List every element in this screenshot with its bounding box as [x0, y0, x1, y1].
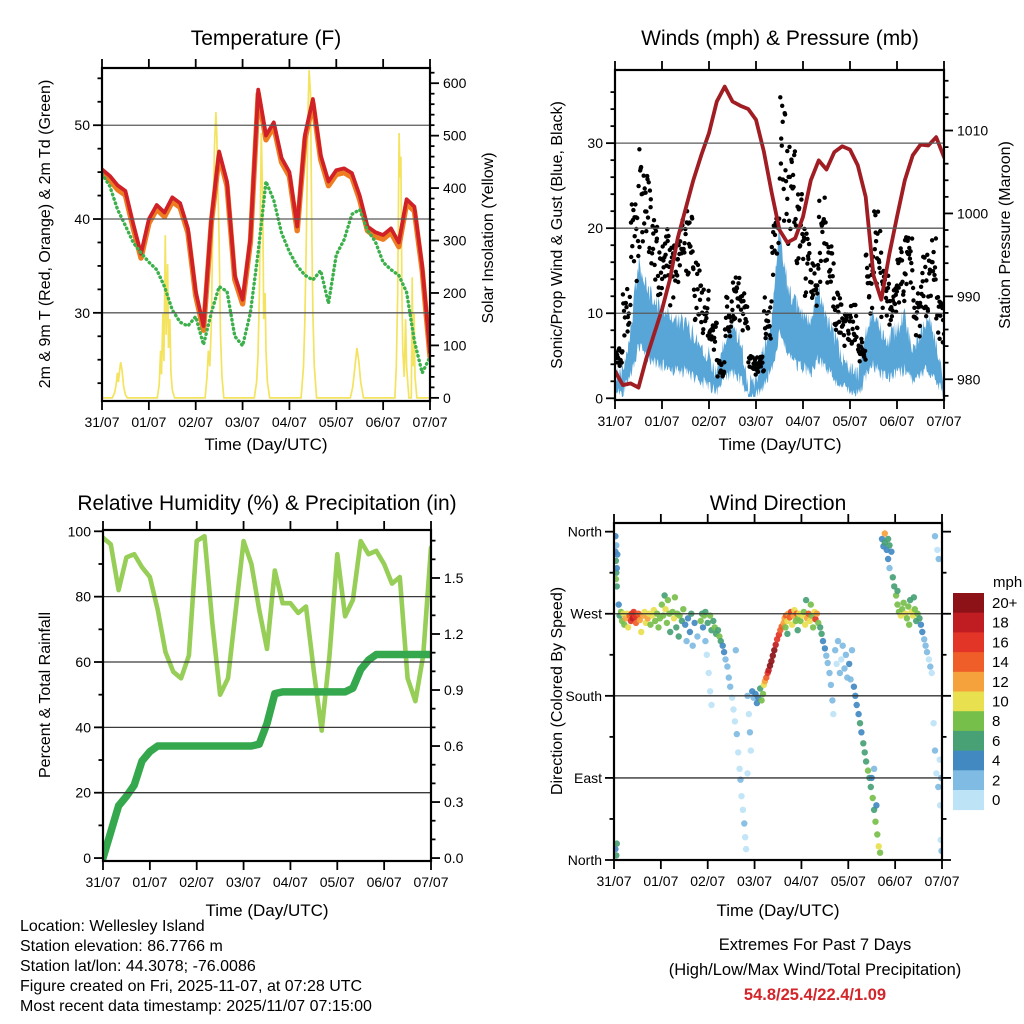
rh-plot-area — [68, 521, 464, 890]
svg-text:30: 30 — [74, 304, 90, 321]
panel-title-temperature: Temperature (F) — [190, 27, 342, 50]
svg-text:06/07: 06/07 — [365, 414, 401, 430]
svg-text:0.6: 0.6 — [444, 738, 464, 755]
svg-text:0: 0 — [83, 850, 91, 867]
temperature-left-axis-label: 2m & 9m T (Red, Orange) & 2m Td (Green) — [37, 79, 54, 389]
svg-text:31/07: 31/07 — [84, 414, 120, 430]
svg-text:0.0: 0.0 — [444, 850, 464, 867]
svg-text:01/07: 01/07 — [643, 873, 679, 889]
svg-text:North: North — [567, 852, 602, 868]
svg-text:03/07: 03/07 — [225, 414, 261, 430]
svg-text:31/07: 31/07 — [85, 874, 121, 890]
extremes-title: Extremes For Past 7 Days — [718, 936, 912, 954]
extremes-subtitle: (High/Low/Max Wind/Total Precipitation) — [668, 961, 962, 979]
svg-text:0: 0 — [595, 390, 603, 407]
footer-location: Location: Wellesley Island — [20, 918, 205, 935]
svg-text:20: 20 — [75, 784, 91, 801]
svg-text:31/07: 31/07 — [597, 413, 633, 429]
extremes-block — [615, 933, 1015, 1008]
svg-text:07/07: 07/07 — [412, 414, 448, 430]
panel-rh-precip — [37, 492, 464, 920]
svg-text:07/07: 07/07 — [413, 874, 449, 890]
svg-text:600: 600 — [443, 75, 467, 92]
svg-text:05/07: 05/07 — [830, 873, 866, 889]
svg-text:300: 300 — [443, 232, 467, 249]
winds-left-axis-label: Sonic/Prop Wind & Gust (Blue, Black) — [549, 101, 566, 369]
svg-text:20+: 20+ — [992, 595, 1018, 612]
svg-text:20: 20 — [587, 220, 603, 237]
speed-colorbar — [953, 593, 1018, 810]
svg-text:500: 500 — [443, 127, 467, 144]
station-info-footer — [20, 917, 372, 1017]
svg-text:1.2: 1.2 — [444, 626, 464, 643]
svg-text:01/07: 01/07 — [132, 874, 168, 890]
svg-text:0.3: 0.3 — [444, 794, 464, 811]
svg-text:03/07: 03/07 — [738, 413, 774, 429]
svg-text:31/07: 31/07 — [596, 873, 632, 889]
svg-text:02/07: 02/07 — [178, 414, 214, 430]
svg-text:100: 100 — [443, 337, 467, 354]
svg-text:100: 100 — [67, 523, 91, 540]
svg-text:06/07: 06/07 — [877, 873, 913, 889]
svg-text:10: 10 — [587, 305, 603, 322]
panel-wind-direction — [549, 492, 1022, 920]
svg-text:16: 16 — [992, 634, 1009, 652]
panel-title-direction: Wind Direction — [709, 492, 847, 515]
svg-text:4: 4 — [992, 752, 1001, 770]
svg-text:2: 2 — [992, 772, 1001, 790]
svg-text:50: 50 — [74, 117, 90, 134]
svg-text:02/07: 02/07 — [179, 874, 215, 890]
svg-text:North: North — [567, 523, 602, 540]
svg-text:06/07: 06/07 — [366, 874, 402, 890]
svg-text:07/07: 07/07 — [924, 873, 960, 889]
panel-temperature — [37, 27, 497, 454]
footer-created: Figure created on Fri, 2025-11-07, at 07:28 UTC — [20, 978, 363, 995]
svg-text:03/07: 03/07 — [226, 874, 262, 890]
svg-text:0.9: 0.9 — [444, 682, 464, 699]
direction-plot-area — [565, 514, 959, 889]
winds-right-axis-label: Station Pressure (Maroon) — [997, 141, 1014, 329]
svg-text:0: 0 — [992, 792, 1001, 809]
svg-text:1000: 1000 — [957, 205, 989, 222]
rh-x-axis-label: Time (Day/UTC) — [205, 901, 329, 920]
svg-text:8: 8 — [992, 713, 1001, 731]
panel-title-winds: Winds (mph) & Pressure (mb) — [641, 27, 919, 50]
svg-text:1.5: 1.5 — [444, 569, 464, 586]
svg-text:40: 40 — [74, 211, 90, 228]
panel-winds-pressure — [549, 27, 1014, 454]
svg-text:80: 80 — [75, 588, 91, 605]
svg-text:06/07: 06/07 — [879, 413, 915, 429]
svg-text:05/07: 05/07 — [318, 414, 354, 430]
svg-text:01/07: 01/07 — [644, 413, 680, 429]
svg-text:02/07: 02/07 — [690, 873, 726, 889]
svg-text:18: 18 — [992, 614, 1009, 632]
footer-latlon: Station lat/lon: 44.3078; -76.0086 — [20, 958, 256, 975]
colorbar-title: mph — [993, 574, 1023, 591]
footer-elevation: Station elevation: 86.7766 m — [20, 938, 223, 955]
svg-text:10: 10 — [992, 693, 1009, 711]
footer-timestamp: Most recent data timestamp: 2025/11/07 07:15:00 — [20, 998, 372, 1015]
direction-left-axis-label: Direction (Colored By Speed) — [549, 586, 566, 796]
extremes-values: 54.8/25.4/22.4/1.09 — [743, 986, 887, 1004]
svg-text:12: 12 — [992, 673, 1009, 691]
direction-x-axis-label: Time (Day/UTC) — [716, 901, 840, 920]
svg-text:04/07: 04/07 — [785, 413, 821, 429]
svg-text:40: 40 — [75, 719, 91, 736]
rh-left-axis-label: Percent & Total Rainfall — [37, 611, 54, 779]
svg-text:West: West — [570, 605, 602, 622]
svg-text:05/07: 05/07 — [319, 874, 355, 890]
svg-text:07/07: 07/07 — [926, 413, 962, 429]
svg-text:980: 980 — [957, 371, 981, 388]
svg-text:6: 6 — [992, 732, 1001, 750]
svg-text:200: 200 — [443, 284, 467, 301]
svg-text:04/07: 04/07 — [783, 873, 819, 889]
svg-text:0: 0 — [443, 389, 451, 406]
winds-plot-area — [587, 61, 988, 429]
svg-text:1010: 1010 — [957, 122, 989, 139]
svg-text:02/07: 02/07 — [691, 413, 727, 429]
temperature-right-axis-label: Solar Insolation (Yellow) — [480, 152, 497, 324]
winds-x-axis-label: Time (Day/UTC) — [718, 435, 842, 454]
svg-text:14: 14 — [992, 654, 1009, 672]
temperature-plot-area — [74, 59, 466, 430]
svg-text:04/07: 04/07 — [271, 414, 307, 430]
svg-text:05/07: 05/07 — [832, 413, 868, 429]
svg-text:South: South — [565, 687, 602, 704]
svg-text:03/07: 03/07 — [737, 873, 773, 889]
svg-text:30: 30 — [587, 135, 603, 152]
panel-title-rh: Relative Humidity (%) & Precipitation (in) — [77, 492, 457, 515]
temperature-x-axis-label: Time (Day/UTC) — [204, 435, 328, 454]
svg-text:400: 400 — [443, 180, 467, 197]
svg-text:04/07: 04/07 — [272, 874, 308, 890]
svg-text:60: 60 — [75, 654, 91, 671]
svg-text:990: 990 — [957, 288, 981, 305]
svg-text:East: East — [573, 769, 602, 786]
svg-text:01/07: 01/07 — [131, 414, 167, 430]
